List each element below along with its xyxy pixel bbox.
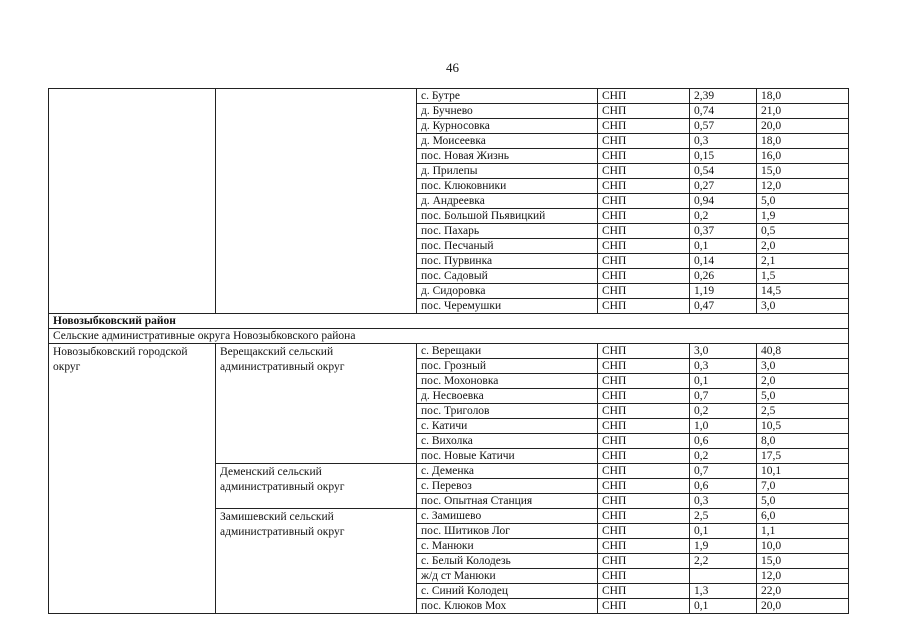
area-cell: 2,39 [690, 89, 757, 104]
settlement-cell: д. Курносовка [417, 119, 598, 134]
settlement-cell: пос. Клюковники [417, 179, 598, 194]
area-cell: 0,26 [690, 269, 757, 284]
settlement-cell: д. Сидоровка [417, 284, 598, 299]
type-cell: СНП [598, 89, 690, 104]
settlement-cell: д. Прилепы [417, 164, 598, 179]
area-cell: 0,94 [690, 194, 757, 209]
area-cell: 0,3 [690, 494, 757, 509]
distance-cell: 5,0 [757, 194, 849, 209]
settlement-cell: пос. Черемушки [417, 299, 598, 314]
area-cell: 0,2 [690, 449, 757, 464]
type-cell: СНП [598, 449, 690, 464]
distance-cell: 8,0 [757, 434, 849, 449]
settlement-cell: ж/д ст Манюки [417, 569, 598, 584]
type-cell: СНП [598, 254, 690, 269]
area-cell: 0,7 [690, 389, 757, 404]
area-cell: 1,9 [690, 539, 757, 554]
settlement-cell: пос. Большой Пьявицкий [417, 209, 598, 224]
distance-cell: 1,9 [757, 209, 849, 224]
type-cell: СНП [598, 179, 690, 194]
distance-cell: 0,5 [757, 224, 849, 239]
type-cell: СНП [598, 149, 690, 164]
settlement-cell: с. Верещаки [417, 344, 598, 359]
area-cell [690, 569, 757, 584]
type-cell: СНП [598, 584, 690, 599]
okrug-name-cell: Замишевский сельский административный округ [216, 509, 417, 614]
distance-cell: 10,1 [757, 464, 849, 479]
distance-cell: 12,0 [757, 569, 849, 584]
area-cell: 3,0 [690, 344, 757, 359]
area-cell: 0,47 [690, 299, 757, 314]
settlement-cell: пос. Мохоновка [417, 374, 598, 389]
settlement-cell: с. Перевоз [417, 479, 598, 494]
settlement-cell: с. Катичи [417, 419, 598, 434]
type-cell: СНП [598, 599, 690, 614]
distance-cell: 3,0 [757, 359, 849, 374]
type-cell: СНП [598, 569, 690, 584]
distance-cell: 5,0 [757, 389, 849, 404]
table-row [49, 344, 849, 359]
page-number: 46 [446, 60, 459, 75]
area-cell: 0,27 [690, 179, 757, 194]
distance-cell: 5,0 [757, 494, 849, 509]
area-cell: 0,3 [690, 134, 757, 149]
type-cell: СНП [598, 464, 690, 479]
settlement-cell: д. Несвоевка [417, 389, 598, 404]
type-cell: СНП [598, 374, 690, 389]
distance-cell: 15,0 [757, 554, 849, 569]
settlement-cell: пос. Пурвинка [417, 254, 598, 269]
distance-cell: 16,0 [757, 149, 849, 164]
distance-cell: 14,5 [757, 284, 849, 299]
table-row [49, 89, 849, 104]
distance-cell: 10,0 [757, 539, 849, 554]
settlement-cell: с. Бутре [417, 89, 598, 104]
area-cell: 0,1 [690, 374, 757, 389]
type-cell: СНП [598, 524, 690, 539]
distance-cell: 22,0 [757, 584, 849, 599]
settlement-cell: пос. Триголов [417, 404, 598, 419]
empty-cell [49, 89, 216, 314]
distance-cell: 18,0 [757, 134, 849, 149]
type-cell: СНП [598, 194, 690, 209]
settlement-cell: пос. Шитиков Лог [417, 524, 598, 539]
type-cell: СНП [598, 224, 690, 239]
area-cell: 1,3 [690, 584, 757, 599]
settlement-cell: пос. Песчаный [417, 239, 598, 254]
type-cell: СНП [598, 404, 690, 419]
settlement-cell: с. Белый Колодезь [417, 554, 598, 569]
settlement-cell: д. Бучнево [417, 104, 598, 119]
distance-cell: 3,0 [757, 299, 849, 314]
settlement-cell: пос. Пахарь [417, 224, 598, 239]
area-cell: 0,3 [690, 359, 757, 374]
settlement-cell: пос. Новые Катичи [417, 449, 598, 464]
type-cell: СНП [598, 134, 690, 149]
subsection-title-row [49, 329, 849, 344]
distance-cell: 21,0 [757, 104, 849, 119]
area-cell: 2,2 [690, 554, 757, 569]
type-cell: СНП [598, 389, 690, 404]
settlement-cell: пос. Клюков Мох [417, 599, 598, 614]
settlement-cell: с. Манюки [417, 539, 598, 554]
area-cell: 0,54 [690, 164, 757, 179]
type-cell: СНП [598, 554, 690, 569]
settlement-cell: пос. Садовый [417, 269, 598, 284]
settlement-cell: с. Замишево [417, 509, 598, 524]
distance-cell: 1,5 [757, 269, 849, 284]
subsection-title: Сельские административные округа Новозыбковского района [49, 329, 849, 344]
okrug-name-cell: Деменский сельский административный округ [216, 464, 417, 509]
area-cell: 0,74 [690, 104, 757, 119]
type-cell: СНП [598, 119, 690, 134]
distance-cell: 2,5 [757, 404, 849, 419]
type-cell: СНП [598, 509, 690, 524]
type-cell: СНП [598, 359, 690, 374]
type-cell: СНП [598, 299, 690, 314]
distance-cell: 12,0 [757, 179, 849, 194]
area-cell: 0,7 [690, 464, 757, 479]
settlement-cell: с. Вихолка [417, 434, 598, 449]
settlement-cell: пос. Опытная Станция [417, 494, 598, 509]
area-cell: 0,6 [690, 434, 757, 449]
type-cell: СНП [598, 164, 690, 179]
distance-cell: 20,0 [757, 119, 849, 134]
settlement-cell: пос. Новая Жизнь [417, 149, 598, 164]
type-cell: СНП [598, 419, 690, 434]
okrug-name-cell: Верещакский сельский административный округ [216, 344, 417, 464]
area-cell: 2,5 [690, 509, 757, 524]
area-cell: 0,37 [690, 224, 757, 239]
distance-cell: 6,0 [757, 509, 849, 524]
distance-cell: 40,8 [757, 344, 849, 359]
area-cell: 0,15 [690, 149, 757, 164]
type-cell: СНП [598, 539, 690, 554]
distance-cell: 2,1 [757, 254, 849, 269]
distance-cell: 7,0 [757, 479, 849, 494]
distance-cell: 17,5 [757, 449, 849, 464]
area-cell: 0,6 [690, 479, 757, 494]
district-title: Новозыбковский район [49, 314, 849, 329]
settlements-table [48, 88, 849, 614]
type-cell: СНП [598, 284, 690, 299]
area-cell: 0,57 [690, 119, 757, 134]
distance-cell: 10,5 [757, 419, 849, 434]
area-cell: 1,19 [690, 284, 757, 299]
type-cell: СНП [598, 434, 690, 449]
distance-cell: 18,0 [757, 89, 849, 104]
urban-district-cell: Новозыбковский городской округ [49, 344, 216, 614]
area-cell: 0,2 [690, 209, 757, 224]
empty-cell [216, 89, 417, 314]
area-cell: 0,2 [690, 404, 757, 419]
settlement-cell: д. Андреевка [417, 194, 598, 209]
type-cell: СНП [598, 479, 690, 494]
settlement-cell: с. Деменка [417, 464, 598, 479]
area-cell: 0,1 [690, 239, 757, 254]
distance-cell: 2,0 [757, 239, 849, 254]
district-title-row [49, 314, 849, 329]
type-cell: СНП [598, 269, 690, 284]
area-cell: 1,0 [690, 419, 757, 434]
type-cell: СНП [598, 104, 690, 119]
area-cell: 0,14 [690, 254, 757, 269]
distance-cell: 15,0 [757, 164, 849, 179]
type-cell: СНП [598, 209, 690, 224]
distance-cell: 20,0 [757, 599, 849, 614]
type-cell: СНП [598, 344, 690, 359]
settlement-cell: пос. Грозный [417, 359, 598, 374]
area-cell: 0,1 [690, 599, 757, 614]
distance-cell: 1,1 [757, 524, 849, 539]
area-cell: 0,1 [690, 524, 757, 539]
distance-cell: 2,0 [757, 374, 849, 389]
type-cell: СНП [598, 239, 690, 254]
settlement-cell: с. Синий Колодец [417, 584, 598, 599]
type-cell: СНП [598, 494, 690, 509]
settlement-cell: д. Моисеевка [417, 134, 598, 149]
